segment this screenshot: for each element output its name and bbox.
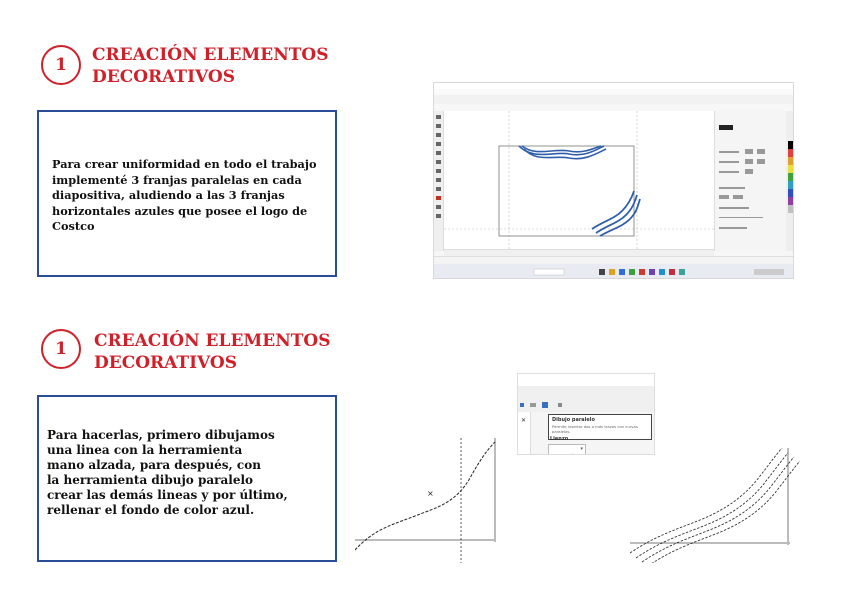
parallel-curves-svg (630, 448, 800, 563)
text-line: mano alzada, para después, con (47, 458, 261, 472)
step-number-badge: 1 (41, 45, 81, 85)
popup-toolbar (518, 386, 654, 412)
software-screenshot (433, 82, 794, 279)
cursor-icon: × (427, 489, 434, 498)
description-text (47, 428, 332, 518)
text-line: implementé 3 franjas paralelas en cada (52, 172, 302, 187)
toolbox-icons (434, 111, 443, 251)
text-line: una linea con la herramienta (47, 443, 243, 457)
toolbox (434, 111, 444, 251)
freehand-curve-svg (355, 438, 505, 563)
title-line-2: DECORATIVOS (92, 67, 236, 87)
popup-tool-icons (518, 386, 655, 412)
description-text (52, 157, 332, 235)
palette-swatches (786, 111, 794, 251)
freehand-line-drawing (355, 438, 505, 563)
text-line: Para crear uniformidad en todo el trabajo (52, 157, 317, 171)
top-stripes (519, 146, 606, 159)
text-line: rellenar el fondo de color azul. (47, 503, 255, 517)
tooltip-description: Permite insertar dos o más trazos con curvas paralelas. (552, 424, 638, 434)
chevron-down-icon: ▾ (580, 446, 583, 452)
left-strip (518, 412, 531, 455)
properties-docker (714, 111, 787, 251)
drawing-canvas[interactable] (444, 111, 714, 249)
close-icon[interactable]: ✕ (521, 417, 527, 424)
tooltip-heading: Dibujo paralelo (552, 417, 595, 423)
text-line: la herramienta dibujo paralelo (47, 473, 254, 487)
section-title (92, 44, 392, 88)
color-palette[interactable] (786, 111, 794, 251)
title-line-1: CREACIÓN ELEMENTOS (92, 45, 329, 65)
taskbar (434, 264, 793, 279)
title-line-1: CREACIÓN ELEMENTOS (94, 331, 331, 351)
canvas-drawing (444, 111, 714, 249)
text-line: Costco (52, 219, 95, 234)
parallel-lines-drawing (630, 448, 800, 563)
parallel-lines (630, 448, 800, 563)
text-line: diapositiva, aludiendo a las 3 franjas (52, 188, 285, 203)
step-number-badge: 1 (41, 329, 81, 369)
taskbar-icons (434, 264, 794, 279)
text-line: horizontales azules que posee el logo de (52, 203, 308, 218)
text-line: Para hacerlas, primero dibujamos (47, 428, 275, 442)
freehand-line (355, 442, 495, 550)
section-label: Lienzo (550, 436, 569, 442)
section-title (94, 330, 394, 374)
title-line-2: DECORATIVOS (94, 353, 238, 373)
line-style-select[interactable] (548, 444, 586, 455)
tool-tooltip-screenshot (517, 373, 655, 455)
text-line: crear las demás lineas y por último, (47, 488, 288, 502)
docker-controls (715, 111, 787, 251)
